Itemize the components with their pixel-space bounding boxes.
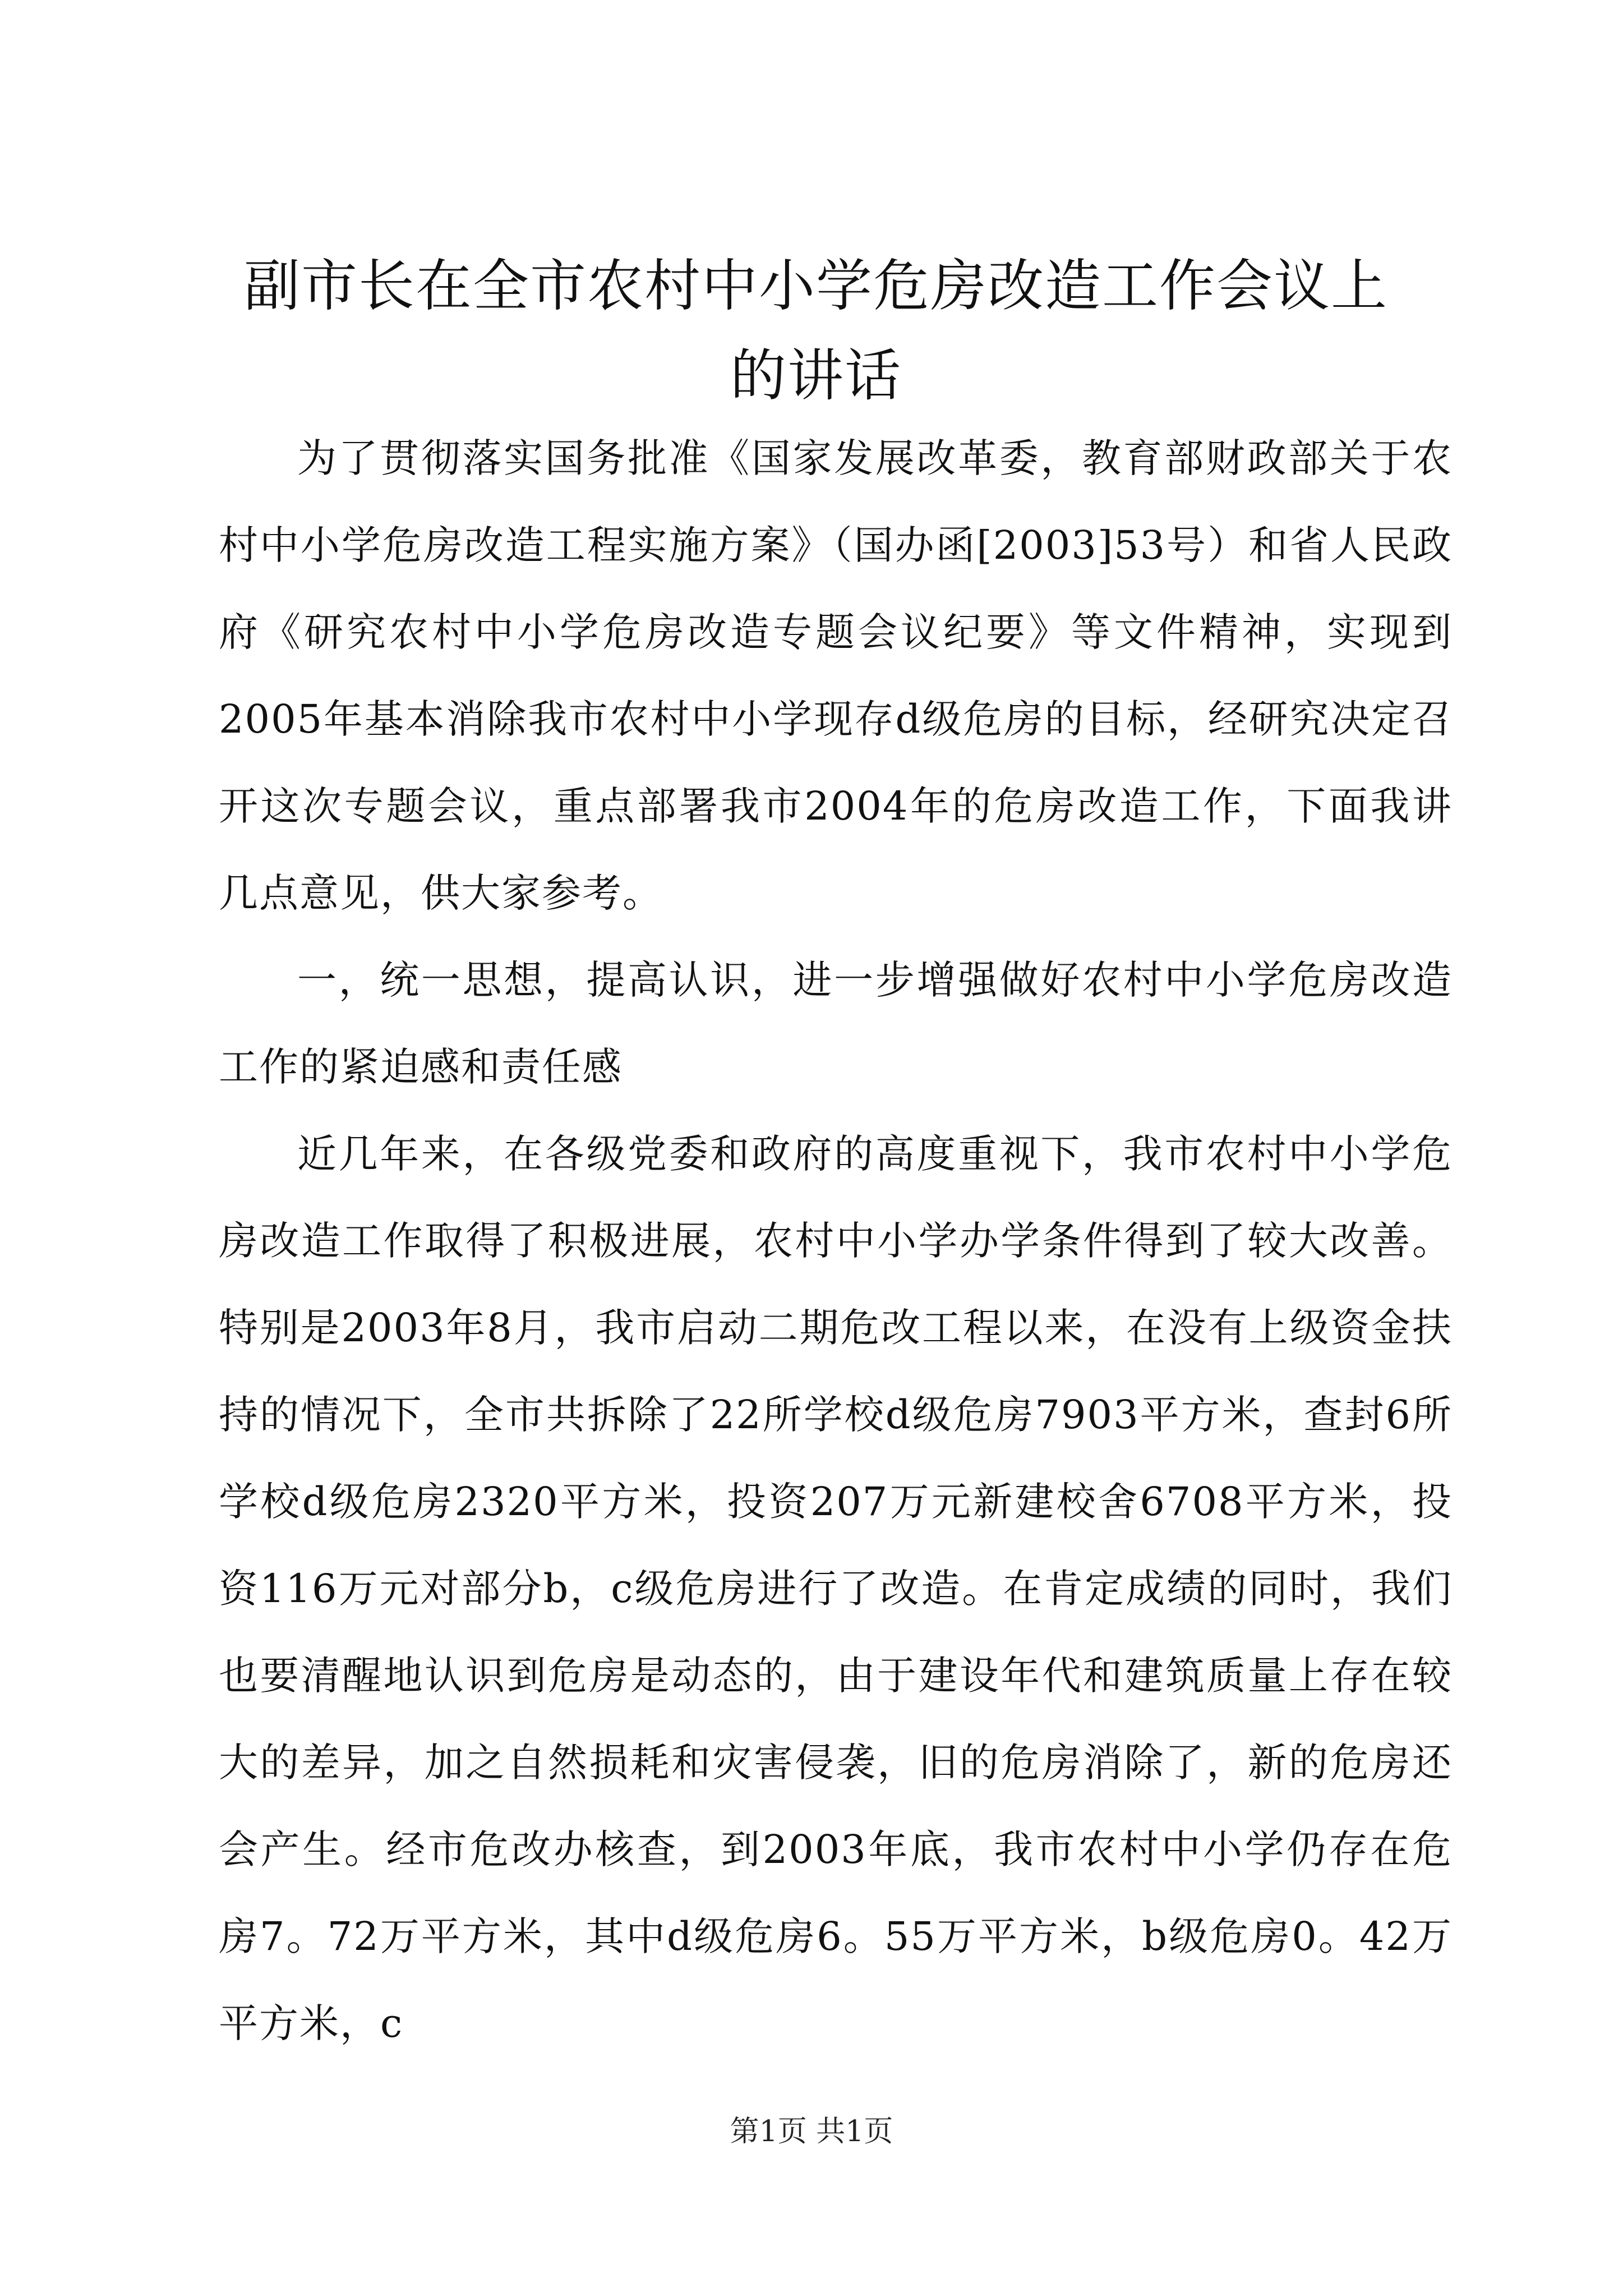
- paragraph-intro: 为了贯彻落实国务批准《国家发展改革委，教育部财政部关于农村中小学危房改造工程实施方案》（国办函[2003]53号）和省人民政府《研究农村中小学危房改造专题会议纪要》等文件精神，实现到2005年基本消除我市农村中小学现存d级危房的目标，经研究决定召开这次专题会议，重点部署我市2004年的危房改造工作，下面我讲几点意见，供大家参考。: [219, 435, 1453, 916]
- page-footer: 第1页 共1页: [730, 2115, 893, 2148]
- document-body: [219, 415, 1453, 2067]
- document-title: [219, 241, 1413, 421]
- paragraph-progress: 近几年来，在各级党委和政府的高度重视下，我市农村中小学危房改造工作取得了积极进展，农村中小学办学条件得到了较大改善。特别是2003年8月，我市启动二期危改工程以来，在没有上级资金扶持的情况下，全市共拆除了22所学校d级危房7903平方米，查封6所学校d级危房2320平方米，投资207万元新建校舍6708平方米，投资116万元对部分b，c级危房进行了改造。在肯定成绩的同时，我们也要清醒地认识到危房是动态的，由于建设年代和建筑质量上存在较大的差异，加之自然损耗和灾害侵袭，旧的危房消除了，新的危房还会产生。经市危改办核查，到2003年底，我市农村中小学仍存在危房7。72万平方米，其中d级危房6。55万平方米，b级危房0。42万平方米，c: [219, 1131, 1453, 2046]
- title-line-1: 副市长在全市农村中小学危房改造工作会议上: [244, 253, 1388, 319]
- title-line-2: 的讲话: [730, 343, 902, 408]
- section-heading-1: 一，统一思想，提高认识，进一步增强做好农村中小学危房改造工作的紧迫感和责任感: [219, 957, 1453, 1090]
